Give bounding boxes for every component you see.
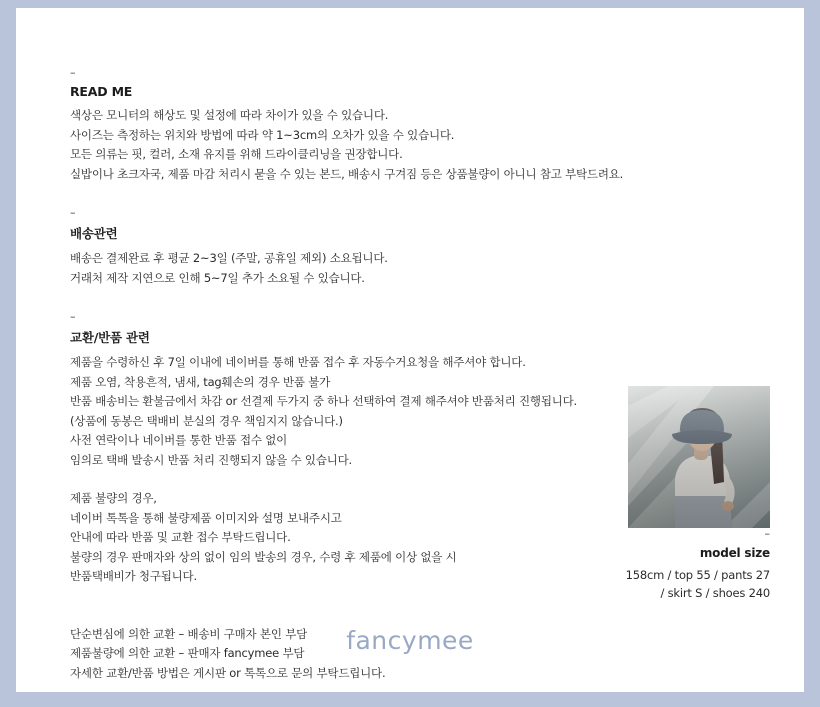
section-line: 불량의 경우 판매자와 상의 없이 임의 발송의 경우, 수령 후 제품에 이상 없을 시 [70, 549, 457, 564]
section-line: 색상은 모니터의 해상도 및 설정에 따라 차이가 있을 수 있습니다. [70, 108, 389, 122]
section-divider-mark: – [70, 206, 76, 219]
model-size-caption [570, 528, 770, 602]
section-line: 제품 오염, 착용흔적, 냄새, tag훼손의 경우 반품 불가 [70, 374, 331, 389]
section-line: 사전 연락이나 네이버를 통한 반품 접수 없이 [70, 433, 288, 447]
section-line: 제품을 수령하신 후 7일 이내에 네이버를 통해 반품 접수 후 자동수거요청을 해주셔야 합니다. [70, 355, 526, 369]
section-line: 반품택배비가 청구됩니다. [70, 569, 197, 583]
model-size-line: 158cm / top 55 / pants 27 [625, 568, 770, 582]
section-line: (상품에 동봉은 택배비 분실의 경우 책임지지 않습니다.) [70, 413, 343, 428]
section-title-exchange-return: 교환/반품 관련 [70, 330, 150, 345]
section-line: 모든 의류는 핏, 컬러, 소재 유지를 위해 드라이클리닝을 권장합니다. [70, 147, 403, 161]
section-line: 실밥이나 초크자국, 제품 마감 처리시 묻을 수 있는 본드, 배송시 구겨짐 등은 상품불량이 아니니 참고 부탁드려요. [70, 166, 624, 181]
section-title-shipping: 배송관련 [70, 226, 118, 241]
model-photo [628, 386, 770, 528]
paragraph-gap [70, 606, 770, 625]
section-line: 임의로 택배 발송시 반품 처리 진행되지 않을 수 있습니다. [70, 452, 353, 467]
document-sheet [16, 8, 804, 692]
section-line: 배송은 결제완료 후 평균 2~3일 (주말, 공휴일 제외) 소요됩니다. [70, 251, 388, 265]
section-line: 제품불량에 의한 교환 – 판매자 fancymee 부담 [70, 646, 305, 660]
section-line: 안내에 따라 반품 및 교환 접수 부탁드립니다. [70, 530, 291, 544]
section-line: 사이즈는 측정하는 위치와 방법에 따라 약 1~3cm의 오차가 있을 수 있습니다. [70, 127, 455, 142]
brand-logo: fancymee [346, 626, 474, 655]
section-line: 네이버 톡톡을 통해 불량제품 이미지와 설명 보내주시고 [70, 510, 342, 525]
section-divider-mark: – [70, 66, 76, 79]
section-line: 거래처 제작 지연으로 인해 5~7일 추가 소요될 수 있습니다. [70, 270, 365, 285]
section-read-me [70, 68, 770, 184]
model-divider-mark: – [764, 527, 770, 540]
model-size-title: model size [699, 546, 770, 560]
section-shipping [70, 208, 770, 288]
model-size-line: / skirt S / shoes 240 [660, 586, 770, 600]
section-title-read-me: READ ME [70, 84, 133, 99]
section-line: 반품 배송비는 환불금에서 차감 or 선결제 두가지 중 하나 선택하여 결제 해주셔야 반품처리 진행됩니다. [70, 394, 578, 408]
section-line: 단순변심에 의한 교환 – 배송비 구매자 본인 부담 [70, 626, 308, 641]
section-line: 자세한 교환/반품 방법은 게시판 or 톡톡으로 문의 부탁드립니다. [70, 665, 386, 680]
section-divider-mark: – [70, 310, 76, 323]
section-line: 제품 불량의 경우, [70, 491, 157, 505]
